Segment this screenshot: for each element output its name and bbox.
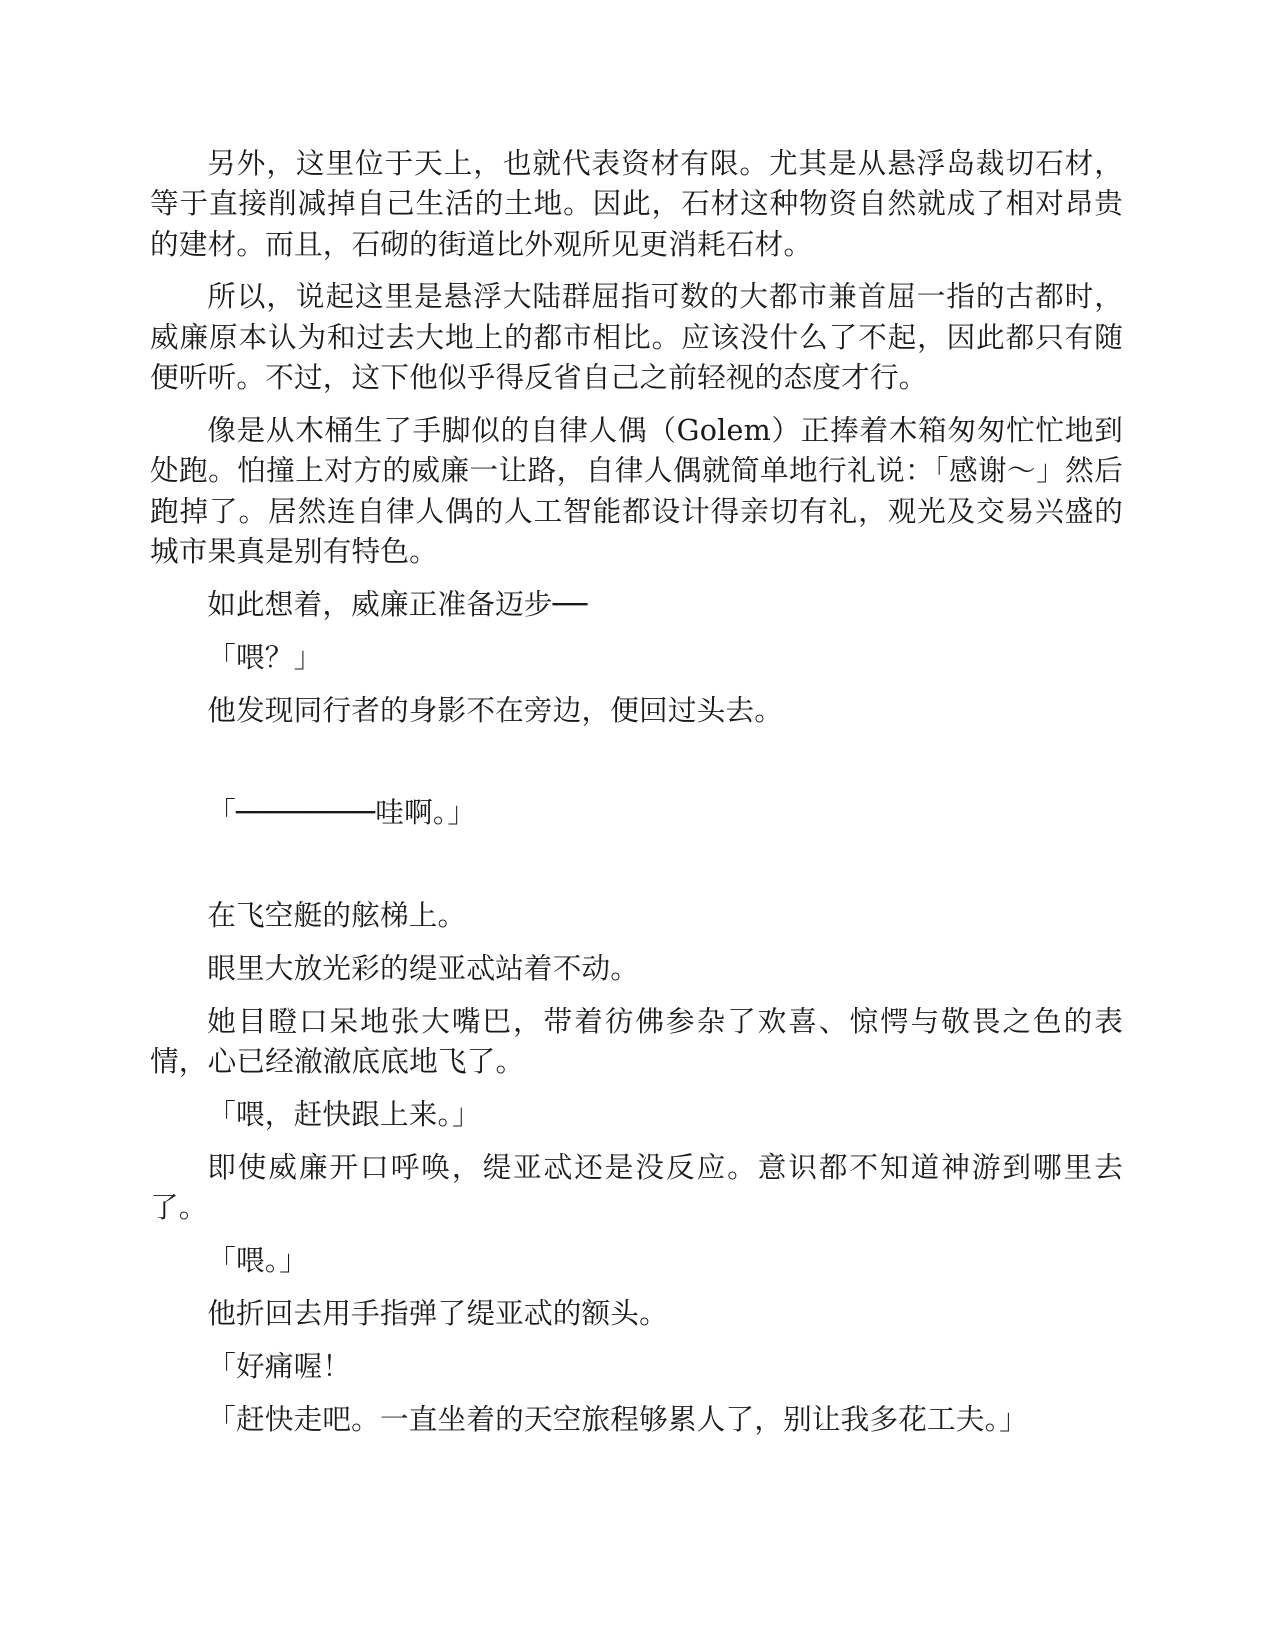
paragraph: 他折回去用手指弹了缇亚忒的额头。	[207, 1296, 668, 1331]
dialogue-line: 「喂。」	[207, 1243, 309, 1278]
paragraph: 她目瞪口呆地张大嘴巴，带着彷佛参杂了欢喜、惊愕与敬畏之色的表情，心已经澈澈底底地飞了。	[150, 1004, 1123, 1079]
paragraph: 在飞空艇的舷梯上。	[207, 898, 467, 933]
paragraph: 所以，说起这里是悬浮大陆群屈指可数的大都市兼首屈一指的古都时，威廉原本认为和过去大地上的都市相比。应该没什么了不起，因此都只有随便听听。不过，这下他似乎得反省自己之前轻视的态度才行。	[150, 279, 1123, 395]
section-gap	[150, 845, 1123, 895]
paragraph: 像是从木桶生了手脚似的自律人偶（Golem）正捧着木箱匆匆忙忙地到处跑。怕撞上对方的威廉一让路，自律人偶就简单地行礼说：「感谢～」然后跑掉了。居然连自律人偶的人工智能都设计得亲切有礼，观光及交易兴盛的城市果真是别有特色。	[150, 412, 1123, 568]
document-page	[150, 143, 1123, 1452]
paragraph: 眼里大放光彩的缇亚忒站着不动。	[207, 951, 640, 986]
section-gap	[150, 742, 1123, 792]
dialogue-line: 「────────哇啊。」	[207, 795, 477, 830]
paragraph: 另外，这里位于天上，也就代表资材有限。尤其是从悬浮岛裁切石材，等于直接削减掉自己生活的土地。因此，石材这种物资自然就成了相对昂贵的建材。而且，石砌的街道比外观所见更消耗石材。	[150, 146, 1123, 261]
paragraph: 如此想着，威廉正准备迈步──	[207, 586, 588, 621]
dialogue-line: 「好痛喔！	[207, 1349, 352, 1384]
paragraph: 即使威廉开口呼唤，缇亚忒还是没反应。意识都不知道神游到哪里去了。	[150, 1150, 1123, 1225]
dialogue-line: 「喂，赶快跟上来。」	[207, 1097, 481, 1132]
dialogue-line: 「赶快走吧。一直坐着的天空旅程够累人了，别让我多花工夫。」	[207, 1402, 1028, 1437]
dialogue-line: 「喂？」	[207, 639, 323, 674]
paragraph: 他发现同行者的身影不在旁边，便回过头去。	[207, 692, 784, 727]
